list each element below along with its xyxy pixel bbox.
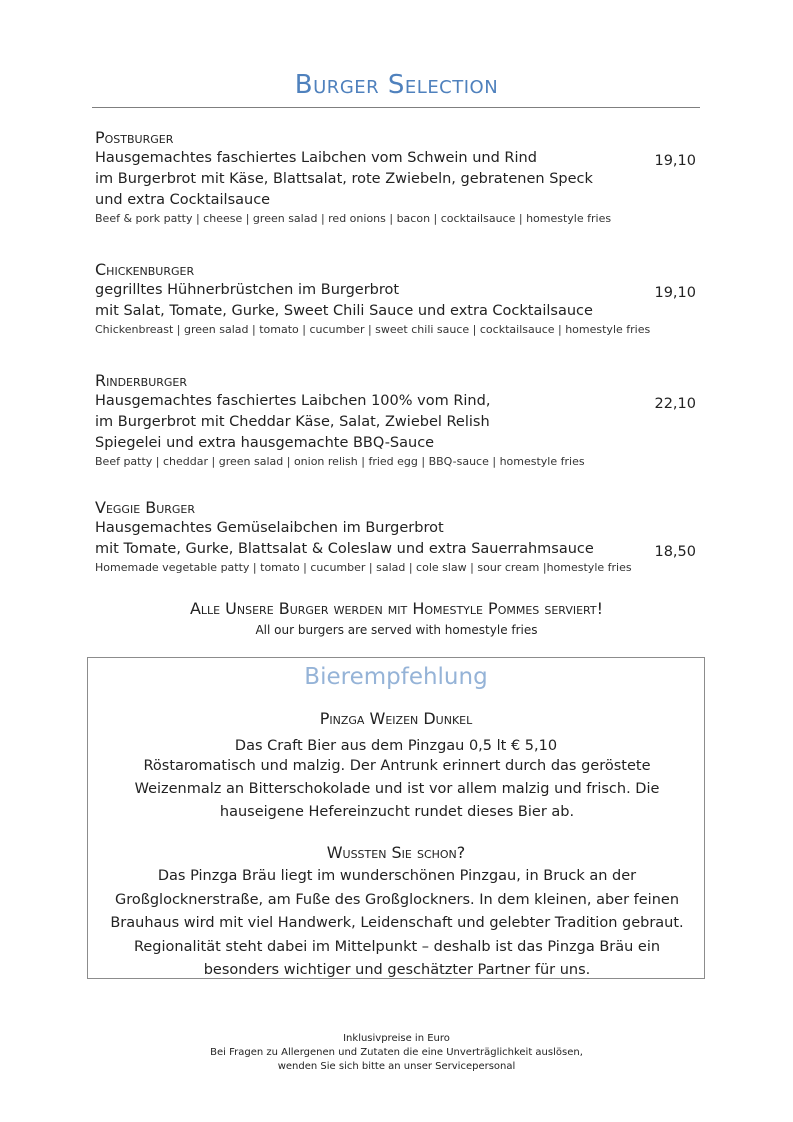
item-name: Chickenburger — [95, 260, 195, 279]
menu-item-chickenburger — [95, 260, 695, 338]
menu-item-rinderburger — [95, 371, 695, 470]
beer-description: Röstaromatisch und malzig. Der Antrunk erinnert durch das geröstete Weizenmalz an Bitterschokolade und ist vor allem malzig und frisch. Die hauseigene Hefereinzucht rundet dieses Bier ab. — [134, 758, 660, 820]
did-you-know-title: Wussten Sie schon? — [326, 843, 466, 862]
did-you-know-text: Das Pinzga Bräu liegt im wunderschönen Pinzgau, in Bruck an der Großglocknerstraße, am Fuße des Großglockners. In dem kleinen, aber feinen Brauhaus wird mit viel Handwerk, Leidenschaft und gelebter Tradition gebraut. Regionalität steht dabei im Mittelpunkt – deshalb ist das Pinzga Bräu ein besonders wichtiger und geschätzter Partner für uns. — [110, 868, 684, 978]
title-divider — [92, 107, 700, 108]
item-description-line: im Burgerbrot mit Cheddar Käse, Salat, Zwiebel Relish — [95, 414, 490, 430]
beer-recommendation-box — [87, 657, 705, 979]
item-name: Veggie Burger — [95, 498, 196, 517]
item-price: 18,50 — [654, 544, 696, 560]
beer-section-title: Bierempfehlung — [304, 664, 488, 690]
menu-item-postburger — [95, 128, 695, 227]
footer-notice — [0, 1032, 793, 1074]
item-name: Rinderburger — [95, 371, 188, 390]
beer-price-line: Das Craft Bier aus dem Pinzgau 0,5 lt € 5,10 — [234, 738, 558, 754]
item-english-description: Beef patty | cheddar | green salad | onion relish | fried egg | BBQ-sauce | homestyle fries — [95, 455, 585, 468]
item-price: 22,10 — [654, 396, 696, 412]
item-description-line: und extra Cocktailsauce — [95, 192, 271, 208]
footer-line: Inklusivpreise in Euro — [343, 1033, 450, 1044]
item-english-description: Chickenbreast | green salad | tomato | cucumber | sweet chili sauce | cocktailsauce | homestyle fries — [95, 323, 651, 336]
item-price: 19,10 — [654, 285, 696, 301]
served-notice-english: All our burgers are served with homestyle fries — [255, 623, 538, 637]
menu-item-veggie-burger — [95, 498, 695, 576]
item-price: 19,10 — [654, 153, 696, 169]
item-description-line: gegrilltes Hühnerbrüstchen im Burgerbrot — [95, 282, 400, 298]
beer-name: Pinzga Weizen Dunkel — [319, 709, 473, 728]
item-english-description: Homemade vegetable patty | tomato | cucumber | salad | cole slaw | sour cream |homestyle fries — [95, 561, 632, 574]
item-description-line: Hausgemachtes Gemüselaibchen im Burgerbrot — [95, 520, 444, 536]
item-description-line: Hausgemachtes faschiertes Laibchen 100% vom Rind, — [95, 393, 491, 409]
item-description-line: im Burgerbrot mit Käse, Blattsalat, rote Zwiebeln, gebratenen Speck — [95, 171, 593, 187]
item-description-line: mit Salat, Tomate, Gurke, Sweet Chili Sauce und extra Cocktailsauce — [95, 303, 593, 319]
item-name: Postburger — [95, 128, 174, 147]
item-description-line: Hausgemachtes faschiertes Laibchen vom Schwein und Rind — [95, 150, 537, 166]
item-description-line: Spiegelei und extra hausgemachte BBQ-Sauce — [95, 435, 435, 451]
item-description-line: mit Tomate, Gurke, Blattsalat & Coleslaw und extra Sauerrahmsauce — [95, 541, 594, 557]
page-title: Burger Selection — [294, 70, 499, 100]
served-notice-german: Alle Unsere Burger werden mit Homestyle Pommes serviert! — [189, 599, 604, 618]
footer-line: wenden Sie sich bitte an unser Servicepersonal — [277, 1061, 516, 1072]
footer-line: Bei Fragen zu Allergenen und Zutaten die eine Unverträglichkeit auslösen, — [210, 1047, 583, 1058]
item-english-description: Beef & pork patty | cheese | green salad | red onions | bacon | cocktailsauce | homestyle fries — [95, 212, 612, 225]
